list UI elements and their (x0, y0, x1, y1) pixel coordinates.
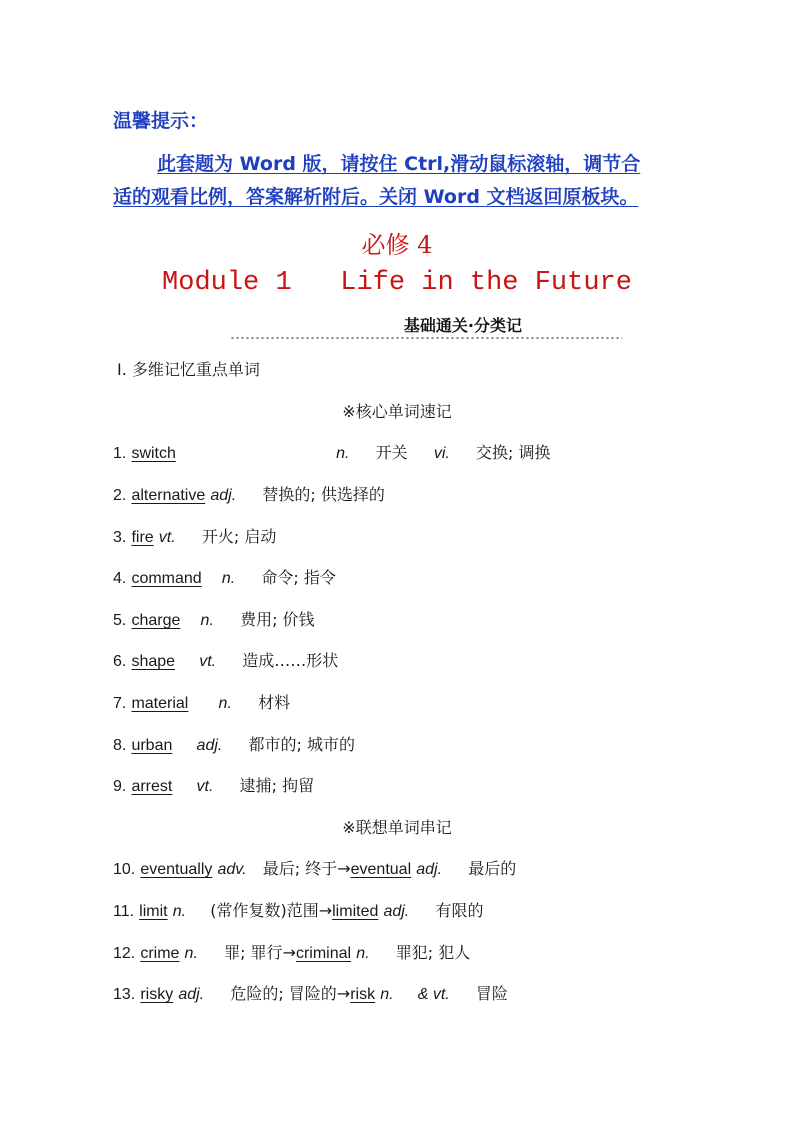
entry-derived-pos: adj. (383, 903, 410, 920)
entry-pos: n. (218, 695, 232, 712)
entry-number: 9. (113, 778, 127, 795)
entry-derived-meaning: 冒险 (475, 984, 508, 1003)
entry-pos: n. (221, 570, 236, 587)
entry-pos: adv. (217, 861, 247, 878)
book-title: 必修 4 (361, 231, 433, 259)
entry-number: 7. (113, 695, 127, 712)
vocab-entry (113, 648, 338, 671)
section-banner (230, 312, 622, 340)
entry-word: shape (131, 653, 176, 670)
entry-meaning: 最后; 终于→ (262, 859, 351, 878)
entry-derived-pos: n. (380, 986, 394, 1003)
entry-derived-meaning: 最后的 (468, 859, 517, 878)
vocab-entry (113, 440, 550, 463)
vocab-entry (113, 981, 508, 1004)
entry-pos: vt. (196, 778, 214, 795)
entry-meaning: 逮捕; 拘留 (239, 776, 315, 795)
entry-number: 2. (113, 487, 127, 504)
entry-pos: n. (172, 903, 187, 920)
entry-number: 6. (113, 653, 127, 670)
vocab-entry (113, 856, 516, 879)
vocab-entry (113, 524, 276, 547)
entry-number: 10. (113, 861, 136, 878)
vocab-entry (113, 940, 470, 963)
entry-word: switch (131, 445, 176, 462)
entry-meaning: 费用; 价钱 (240, 610, 315, 629)
tip-line-2: 适的观看比例，答案解析附后。关闭 Word 文档返回原板块。 (113, 186, 639, 208)
entry-meaning: 材料 (258, 693, 291, 712)
entry-word: crime (140, 945, 180, 962)
heading-word-memory: Ⅰ. 多维记忆重点单词 (117, 360, 260, 379)
entry-derived-word: risk (350, 986, 376, 1003)
entry-meaning: 开关 (375, 443, 408, 462)
entry-pos: vt. (158, 529, 176, 546)
vocab-entry (113, 607, 315, 630)
entry-word: fire (131, 529, 154, 546)
entry-pos: adj. (196, 737, 223, 754)
entry-word: arrest (131, 778, 173, 795)
entry-word: charge (131, 612, 181, 629)
entry-word: urban (131, 737, 173, 754)
vocab-entry (113, 773, 314, 796)
entry-number: 5. (113, 612, 127, 629)
entry-derived-word: eventual (350, 861, 412, 878)
tip-line-1: 此套题为 Word 版，请按住 Ctrl,滑动鼠标滚轴，调节合 (157, 153, 641, 175)
entry-word: material (131, 695, 189, 712)
entry-pos: n. (200, 612, 214, 629)
subhead-core-words: ※核心单词速记 (342, 402, 452, 421)
entry-pos-2: vi. (433, 445, 450, 462)
section-title: 基础通关·分类记 (403, 316, 522, 335)
dotted-divider (230, 336, 622, 340)
entry-meaning: 都市的; 城市的 (248, 735, 356, 754)
vocab-entry (113, 898, 483, 921)
entry-derived-meaning: 罪犯; 犯人 (395, 943, 471, 962)
entry-pos: n. (336, 445, 350, 462)
entry-pos: vt. (199, 653, 217, 670)
entry-meaning: 替换的; 供选择的 (262, 485, 385, 504)
module-title: Module 1 Life in the Future (162, 268, 632, 298)
entry-derived-word: limited (332, 903, 379, 920)
entry-pos: n. (184, 945, 198, 962)
entry-word: eventually (140, 861, 213, 878)
entry-derived-pos: n. (356, 945, 370, 962)
entry-word: alternative (131, 487, 206, 504)
tip-body (113, 148, 693, 214)
entry-meaning: 开火; 启动 (201, 527, 277, 546)
vocab-entry (113, 690, 290, 713)
entry-meaning: (常作复数)范围→ (210, 901, 333, 920)
entry-derived-pos-2: & vt. (417, 986, 450, 1003)
vocab-entry (113, 482, 385, 505)
entry-word: command (131, 570, 202, 587)
entry-pos: adj. (210, 487, 237, 504)
entry-number: 8. (113, 737, 127, 754)
tip-title: 温馨提示： (113, 110, 209, 132)
entry-number: 1. (113, 445, 127, 462)
vocab-entry (113, 565, 336, 588)
entry-pos: adj. (178, 986, 205, 1003)
entry-derived-pos: adj. (416, 861, 443, 878)
entry-word: risky (140, 986, 174, 1003)
entry-number: 11. (113, 903, 135, 920)
vocab-entry (113, 732, 355, 755)
entry-number: 13. (113, 986, 136, 1003)
entry-number: 3. (113, 529, 127, 546)
entry-word: limit (139, 903, 168, 920)
entry-meaning: 造成……形状 (242, 651, 339, 670)
entry-meaning: 危险的; 冒险的→ (230, 984, 351, 1003)
entry-meaning-2: 交换; 调换 (476, 443, 551, 462)
entry-derived-word: criminal (295, 945, 352, 962)
entry-number: 4. (113, 570, 127, 587)
entry-meaning: 命令; 指令 (261, 568, 336, 587)
subhead-linked-words: ※联想单词串记 (342, 818, 452, 837)
entry-number: 12. (113, 945, 136, 962)
entry-derived-meaning: 有限的 (435, 901, 484, 920)
entry-meaning: 罪; 罪行→ (224, 943, 296, 962)
